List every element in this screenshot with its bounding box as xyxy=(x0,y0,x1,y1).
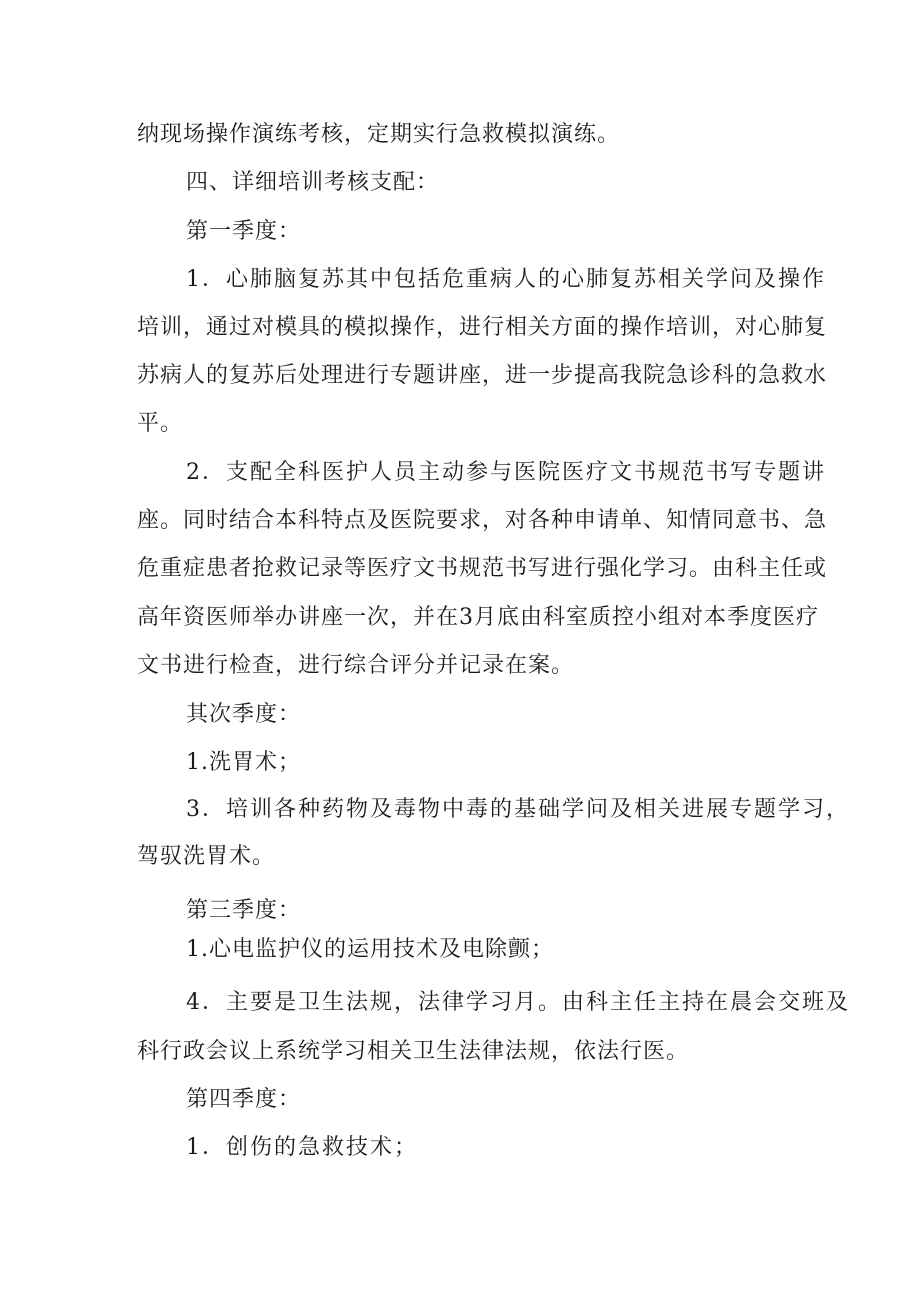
paragraph-line: 2．支配全科医护人员主动参与医院医疗文书规范书写专题讲 xyxy=(186,460,826,485)
paragraph-line: 1．心肺脑复苏其中包括危重病人的心肺复苏相关学问及操作 xyxy=(186,267,826,292)
quarter-heading: 其次季度： xyxy=(186,702,302,727)
paragraph-line: 3．培训各种药物及毒物中毒的基础学问及相关进展专题学习， xyxy=(186,797,850,822)
section-heading: 四、详细培训考核支配： xyxy=(186,170,440,195)
paragraph-line: 科行政会议上系统学习相关卫生法律法规，依法行医。 xyxy=(137,1039,690,1064)
paragraph-line: 文书进行检查，进行综合评分并记录在案。 xyxy=(137,653,575,678)
paragraph-line: 危重症患者抢救记录等医疗文书规范书写进行强化学习。由科主任或 xyxy=(137,556,828,581)
paragraph-line: 4．主要是卫生法规，法律学习月。由科主任主持在晨会交班及 xyxy=(186,990,850,1015)
paragraph-line: 高年资医师举办讲座一次，并在3月底由科室质控小组对本季度医疗 xyxy=(137,605,819,630)
quarter-heading: 第三季度： xyxy=(186,898,302,923)
paragraph-line: 纳现场操作演练考核，定期实行急救模拟演练。 xyxy=(137,122,621,147)
quarter-heading: 第四季度： xyxy=(186,1087,302,1112)
quarter-heading: 第一季度： xyxy=(186,219,302,244)
list-item: 1.心电监护仪的运用技术及电除颤； xyxy=(186,937,554,962)
paragraph-line: 苏病人的复苏后处理进行专题讲座，进一步提高我院急诊科的急救水 xyxy=(137,363,828,388)
paragraph-line: 平。 xyxy=(137,411,184,436)
paragraph-line: 座。同时结合本科特点及医院要求，对各种申请单、知情同意书、急 xyxy=(137,508,828,533)
list-item: 1．创伤的急救技术； xyxy=(186,1135,418,1160)
paragraph-line: 驾驭洗胃术。 xyxy=(137,844,276,869)
paragraph-line: 培训，通过对模具的模拟操作，进行相关方面的操作培训，对心肺复 xyxy=(137,315,828,340)
list-item: 1.洗胃术； xyxy=(186,750,301,775)
